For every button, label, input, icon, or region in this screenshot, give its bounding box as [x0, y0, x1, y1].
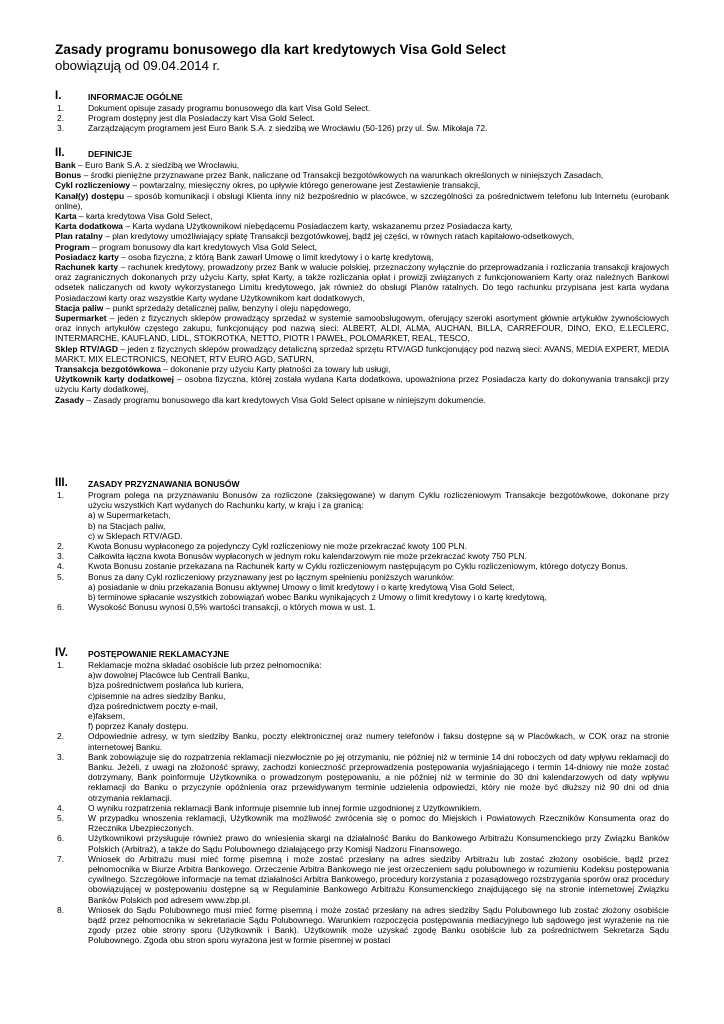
item-text: Program polega na przyznawaniu Bonusów za rozliczone (zaksięgowane) w danym Cyklu rozliczeniowym Transakcje bezgotówkowe, dokonane przy użyciu wszystkich Kart wydanych do Rachunku karty, w kraju i za granicą: — [88, 490, 669, 511]
list-item — [55, 813, 669, 833]
sub-item: f) poprzez Kanały dostępu. — [88, 721, 189, 732]
item-text: W przypadku wnoszenia reklamacji, Użytkownik ma możliwość zwrócenia się o pomoc do Miejskich i Powiatowych Rzeczników Konsumenta oraz do Rzecznika Ubezpieczonych. — [88, 813, 669, 834]
item-text: Odpowiednie adresy, w tym siedziby Banku, poczty elektronicznej oraz numery telefonów i faksu dostępne są w Placówkach, w COK oraz na stronie internetowej Banku. — [88, 731, 669, 752]
sub-item: b) terminowe spłacanie wszystkich zobowiązań wobec Banku wynikających z Umowy o limit kredytowy i o kartę kredytową, — [88, 592, 547, 603]
definition-text: – sposób komunikacji i obsługi Klienta inny niż bezpośrednio w placówce, w szczególności za pośrednictwem telefonu lub Internetu (eurobank online), — [55, 190, 669, 211]
item-number: 1. — [57, 660, 65, 670]
definition — [55, 170, 669, 180]
definition — [55, 211, 669, 221]
definition — [55, 374, 669, 394]
definition-text: – punkt sprzedaży detalicznej paliw, benzyny i oleju napędowego, — [103, 302, 351, 313]
item-text: Wysokość Bonusu wynosi 0,5% wartości transakcji, o których mowa w ust. 1. — [88, 602, 376, 613]
item-number: 8. — [57, 904, 65, 915]
definition-term: Cykl rozliczeniowy — [55, 180, 131, 191]
section-title: DEFINICJE — [88, 149, 133, 159]
definition — [55, 180, 669, 190]
definition-term: Sklep RTV/AGD — [55, 343, 118, 354]
definition-term: Zasady — [55, 394, 85, 405]
section-number: III. — [55, 477, 68, 489]
definition-text: – powtarzalny, miesięczny okres, po upływie którego generowane jest Zestawienie transakcji, — [130, 180, 481, 191]
definition-text: – karta kredytowa Visa Gold Select, — [76, 211, 213, 222]
definition-term: Bank — [55, 160, 76, 170]
definition-term: Supermarket — [55, 313, 107, 324]
list-item — [55, 541, 669, 551]
definition — [55, 191, 669, 211]
definition — [55, 344, 669, 364]
item-text: Kwota Bonusu wypłaconego za pojedynczy Cykl rozliczeniowy nie może przekraczać kwoty 100 PLN. — [88, 541, 467, 552]
item-number: 2. — [57, 113, 65, 124]
section-header — [55, 477, 669, 489]
definition-text: – jeden z fizycznych sklepów prowadzący detaliczną sprzedaż sprzętu RTV/AGD funkcjonujący pod nazwą sieci: AVANS, MEDIA EXPERT, MEDIA MARKT, MIX ELECTRONICS, NEONET, RTV EURO AGD, SATURN, — [55, 343, 669, 364]
definition — [55, 262, 669, 303]
definition — [55, 313, 669, 344]
list-item — [55, 551, 669, 561]
list-item — [55, 660, 669, 670]
item-text: Użytkownikowi przysługuje również prawo do wniesienia skargi na działalność Banku do Bankowego Arbitrażu Konsumenckiego przy Związku Banków Polskich (Arbitraż), a także do Sądu Polubownego działającego przy Komisji Nadzoru Finansowego. — [88, 833, 669, 854]
sub-item: a) posiadanie w dniu przekazania Bonusu aktywnej Umowy o limit kredytowy i o kartę kredytową Visa Gold Select, — [88, 581, 515, 592]
definition-term: Bonus — [55, 170, 82, 181]
definition-term: Karta — [55, 211, 77, 222]
definition — [55, 303, 669, 313]
item-text: Zarządzającym programem jest Euro Bank S.A. z siedzibą we Wrocławiu (50-126) przy ul. Św. Mikołaja 72. — [88, 123, 488, 134]
definition-text: – plan kredytowy umożliwiający spłatę Transakcji bezgotówkowej, bądź jej części, w równych ratach kapitałowo-odsetkowych, — [102, 231, 575, 242]
definition-text: – rachunek kredytowy, prowadzony przez Bank w walucie polskiej, przeznaczony wyłącznie do przeprowadzania i rozliczania transakcji krajowych oraz zagranicznych dokonanych przy użyciu Karty, spłat Karty, a także rozliczania opłat i prowizji związanych z funkcjonowaniem Karty oraz należnych Bankowi odsetek naliczanych od kwoty wykorzystanego Limitu kredytowego, jak również do obsługi Planów ratalnych. Do tego rachunku przypisana jest karta wydana Posiadaczowi karty oraz wszystkie Karty wydane Użytkownikom kart dodatkowych, — [55, 262, 670, 303]
sub-item: a) w Supermarketach, — [88, 510, 171, 521]
list-item — [55, 561, 669, 571]
document-subtitle: obowiązują od 09.04.2014 r. — [55, 58, 220, 73]
item-text: Bank zobowiązuje się do rozpatrzenia reklamacji niezwłocznie po jej otrzymaniu, nie później niż w terminie 14 dni roboczych od daty wpływu reklamacji do Banku. Jeżeli, z uwagi na złożoność sprawy, zachodzi konieczność przeprowadzenia postępowania wyjaśniającego i termin 14-dniowy nie może zostać dotrzymany, Bank poinformuje Użytkownika o prowadzonym postępowaniu, a nie później niż w terminie do 30 dni kalendarzowych od daty wpływu reklamacji do Banku o przyczynie opóźnienia oraz przewidywanym terminie udzielenia odpowiedzi, który nie może być dłuższy niż 90 dni od dnia otrzymania reklamacji. — [88, 751, 669, 803]
definition-term: Program — [55, 241, 90, 252]
list-item — [55, 113, 669, 123]
definition-text: – osobna fizyczna, której została wydana Karta dodatkowa, upoważniona przez Posiadacza karty do dokonywania transakcji przy użyciu Karty dodatkowej, — [55, 374, 669, 395]
sub-item: b) na Stacjach paliw, — [88, 520, 166, 531]
item-number: 5. — [57, 813, 65, 824]
item-number: 5. — [57, 571, 65, 582]
section-header — [55, 90, 669, 102]
definition-term: Użytkownik karty dodatkowej — [55, 374, 174, 385]
item-number: 4. — [57, 802, 65, 813]
item-text: Całkowita łączna kwota Bonusów wypłaconych w jednym roku kalendarzowym nie może przekraczać kwoty 750 PLN. — [88, 551, 527, 562]
section-title: ZASADY PRZYZNAWANIA BONUSÓW — [88, 479, 240, 489]
definition-text: – dokonanie przy użyciu Karty płatności za towary lub usługi, — [160, 364, 391, 375]
item-text: O wyniku rozpatrzenia reklamacji Bank informuje pisemnie lub innej formie uzgodnionej z Użytkownikiem. — [88, 802, 482, 813]
definition — [55, 252, 669, 262]
item-number: 3. — [57, 123, 65, 134]
list-item — [55, 572, 669, 582]
section-bonus-rules — [55, 477, 669, 612]
definition-term: Rachunek karty — [55, 262, 119, 273]
item-text: Bonus za dany Cykl rozliczeniowy przyznawany jest po łącznym spełnieniu poniższych warunków: — [88, 571, 455, 582]
sub-item: a)w dowolnej Placówce lub Centrali Banku, — [88, 670, 250, 681]
section-number: II. — [55, 147, 65, 159]
section-header — [55, 647, 669, 659]
item-number: 1. — [57, 490, 65, 500]
item-text: Kwota Bonusu zostanie przekazana na Rachunek karty w Cyklu rozliczeniowym następującym po Cyklu rozliczeniowym, którego dotyczy Bonus. — [88, 561, 628, 572]
definition-text: – program bonusowy dla kart kredytowych Visa Gold Select, — [89, 241, 318, 252]
item-number: 4. — [57, 561, 65, 572]
item-number: 2. — [57, 541, 65, 552]
item-text: Reklamacje można składać osobiście lub przez pełnomocnika: — [88, 660, 322, 670]
definition-text: – Euro Bank S.A. z siedzibą we Wrocławiu, — [75, 160, 240, 170]
item-number: 7. — [57, 853, 65, 864]
section-number: IV. — [55, 647, 69, 659]
list-item — [55, 490, 669, 510]
item-number: 3. — [57, 551, 65, 562]
list-item — [55, 854, 669, 905]
section-definitions — [55, 147, 669, 405]
definition — [55, 364, 669, 374]
list-item — [55, 731, 669, 751]
list-item — [55, 833, 669, 853]
definition-term: Plan ratalny — [55, 231, 103, 242]
definition — [55, 395, 669, 405]
section-general-info — [55, 90, 669, 134]
definition-text: – Zasady programu bonusowego dla kart kredytowych Visa Gold Select opisane w niniejszym dokumencie. — [84, 394, 486, 405]
definition-term: Karta dodatkowa — [55, 221, 123, 232]
item-text: Dokument opisuje zasady programu bonusowego dla kart Visa Gold Select. — [88, 103, 371, 113]
item-text: Wniosek do Sądu Polubownego musi mieć formę pisemną i może zostać przesłany na adres siedziby Sądu Polubownego lub zostać złożony osobiście bądź przez pełnomocnika w sekretariacie Sądu Polubownego. Warunkiem rozpoczęcia postępowania mediacyjnego lub sądowego jest wyrażenie na nie zgody przez obie strony sporu (Użytkownik i Bank). Użytkownik może uzyskać zgodę Banku osobiście lub za pośrednictwem Sekretarza Sądu Polubownego. Zgoda obu stron sporu wyrażona jest w formie pisemnej w postaci — [88, 904, 669, 946]
sub-item: c)pisemnie na adres siedziby Banku, — [88, 690, 226, 701]
item-number: 3. — [57, 751, 65, 762]
sub-item: e)faksem, — [88, 711, 126, 722]
section-title: INFORMACJE OGÓLNE — [88, 92, 183, 102]
item-number: 1. — [57, 103, 65, 113]
sub-item: d)za pośrednictwem poczty e-mail, — [88, 700, 218, 711]
item-text: Program dostępny jest dla Posiadaczy kart Visa Gold Select. — [88, 113, 315, 124]
definition-text: – środki pieniężne przyznawane przez Bank, naliczane od Transakcji bezgotówkowych na warunkach określonych w niniejszych Zasadach, — [81, 170, 604, 181]
definition-term: Posiadacz karty — [55, 251, 119, 262]
definition — [55, 160, 669, 170]
definition-term: Stacja paliw — [55, 302, 104, 313]
definition-text: – osoba fizyczna, z którą Bank zawarł Umowę o limit kredytowy i o kartę kredytową, — [118, 251, 434, 262]
sub-item: b)za pośrednictwem posłańca lub kuriera, — [88, 680, 244, 691]
list-item — [55, 602, 669, 612]
list-item — [55, 905, 669, 946]
section-title: POSTĘPOWANIE REKLAMACYJNE — [88, 649, 230, 659]
section-number: I. — [55, 90, 62, 102]
section-header — [55, 147, 669, 159]
item-number: 2. — [57, 731, 65, 742]
definition — [55, 231, 669, 241]
document-title: Zasady programu bonusowego dla kart kredytowych Visa Gold Select — [55, 42, 506, 57]
item-number: 6. — [57, 833, 65, 844]
definition — [55, 242, 669, 252]
definition — [55, 221, 669, 231]
list-item — [55, 752, 669, 803]
definition-term: Kanał(y) dostępu — [55, 190, 125, 201]
list-item — [55, 103, 669, 113]
sub-item: c) w Sklepach RTV/AGD. — [88, 530, 183, 541]
section-complaints — [55, 647, 669, 946]
list-item — [55, 123, 669, 133]
definition-text: – Karta wydana Użytkownikowi niebędącemu Posiadaczem karty, wskazanemu przez Posiadacza karty, — [122, 221, 513, 232]
item-number: 6. — [57, 602, 65, 613]
list-item — [55, 803, 669, 813]
item-text: Wniosek do Arbitrażu musi mieć formę pisemną i może zostać przesłany na adres siedziby Arbitrażu lub zostać złożony osobiście, bądź przez pełnomocnika w Biurze Arbitra Bankowego. Orzeczenie Arbitra Bankowego nie jest orzeczeniem sądu polubownego w rozumieniu Kodeksu postępowania cywilnego. Szczegółowe informacje na temat działalności Arbitra Bankowego, procedury korzystania z pozasądowego rozstrzygania sporów oraz procedury obowiązującej w postępowaniu dostępne są w Regulaminie Bankowego Arbitrażu Konsumenckiego znajdującego się na stronie internetowej Związku Banków Polskich pod adresem www.zbp.pl. — [88, 853, 669, 905]
definition-text: – jeden z fizycznych sklepów prowadzący sprzedaż w systemie samoobsługowym, oferujący szeroki asortyment głównie artykułów żywnościowych oraz innych artykułów częstego zakupu, funkcjonujący pod nazwą sieci: ALBERT, ALDI, ALMA, AUCHAN, BILLA, CARREFOUR, DINO, EKO, E.LECLERC, INTERMARCHE, KAUFLAND, LIDL, STOKROTKA, NETTO, PIOTR I PAWEŁ, POLOMARKET, REAL, TESCO, — [55, 313, 669, 344]
definition-term: Transakcja bezgotówkowa — [55, 364, 161, 375]
